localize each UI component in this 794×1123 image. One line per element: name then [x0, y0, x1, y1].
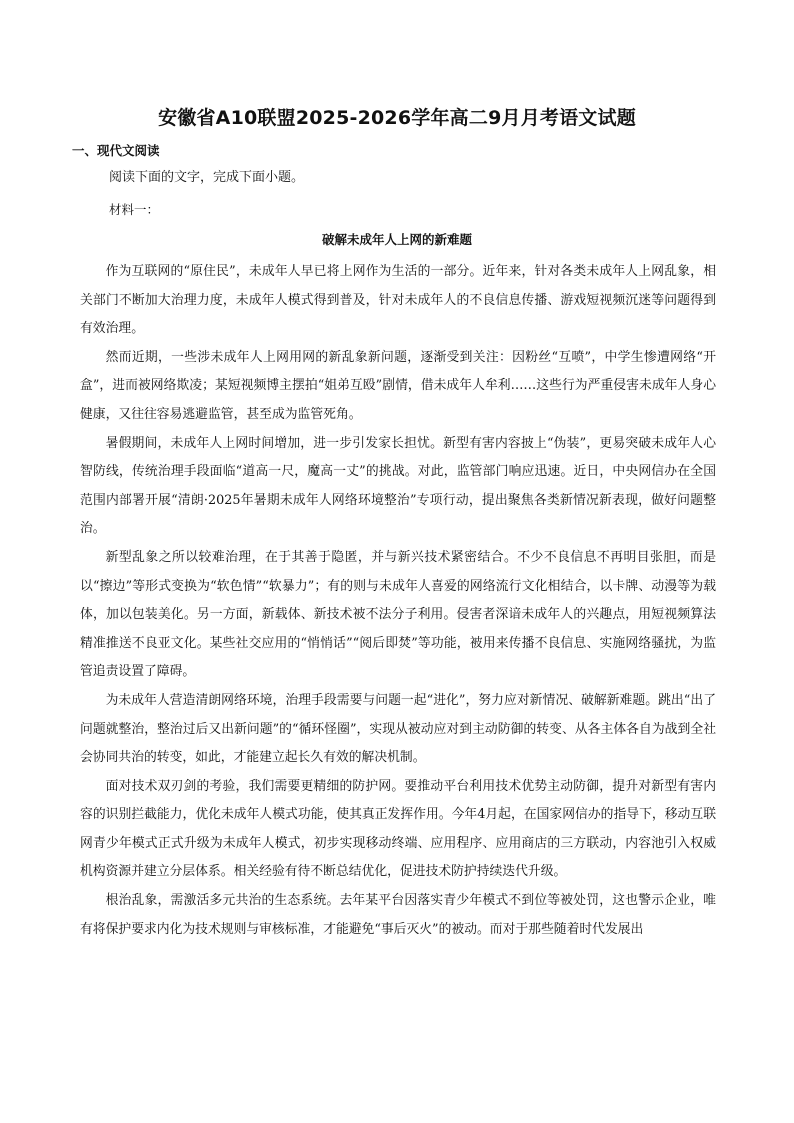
paragraph: 作为互联网的“原住民”，未成年人早已将上网作为生活的一部分。近年来，针对各类未成年人上网乱象，相关部门不断加大治理力度，未成年人模式得到普及，针对未成年人的不良信息传播、游戏短视频沉迷等问题得到有效治理。 — [80, 264, 716, 337]
article-body — [80, 258, 716, 944]
paragraph: 为未成年人营造清朗网络环境，治理手段需要与问题一起“进化”，努力应对新情况、破解新难题。跳出“出了问题就整治，整治过后又出新问题”的“循环怪圈”，实现从被动应对到主动防御的转变、从各主体各自为战到全社会协同共治的转变，如此，才能建立起长久有效的解决机制。 — [80, 692, 716, 766]
paragraph: 暑假期间，未成年人上网时间增加，进一步引发家长担忧。新型有害内容披上“伪装”，更易突破未成年人心智防线，传统治理手段面临“道高一尺，魔高一丈”的挑战。对此，监管部门响应迅速。近日，中央网信办在全国范围内部署开展“清朗·2025年暑期未成年人网络环境整治”专项行动，提出聚焦各类新情况新表现，做好问题整治。 — [80, 435, 716, 537]
document-title: 安徽省A10联盟2025-2026学年高二9月月考语文试题 — [158, 107, 636, 129]
material-label: 材料一： — [109, 202, 160, 217]
article-title: 破解未成年人上网的新难题 — [321, 232, 472, 247]
paragraph: 面对技术双刃剑的考验，我们需要更精细的防护网。要推动平台利用技术优势主动防御，提升对新型有害内容的识别拦截能力，优化未成年人模式功能，使其真正发挥作用。今年4月起，在国家网信办的指导下，移动互联网青少年模式正式升级为未成年人模式，初步实现移动终端、应用程序、应用商店的三方联动，内容池引入权威机构资源并建立分层体系。相关经验有待不断总结优化，促进技术防护持续迭代升级。 — [80, 778, 716, 880]
paragraph: 然而近期，一些涉未成年人上网用网的新乱象新问题，逐渐受到关注：因粉丝“互喷”，中学生惨遭网络“开盒”，进而被网络欺凌；某短视频博主摆拍“姐弟互殴”剧情，借未成年人牟利……这些行为严重侵害未成年人身心健康，又往往容易逃避监管，甚至成为监管死角。 — [80, 349, 716, 422]
reading-instruction: 阅读下面的文字，完成下面小题。 — [109, 170, 305, 185]
section-heading: 一、现代文阅读 — [72, 143, 160, 158]
paragraph: 根治乱象，需激活多元共治的生态系统。去年某平台因落实青少年模式不到位等被处罚，这也警示企业，唯有将保护要求内化为技术规则与审核标准，才能避免“事后灭火”的被动。而对于那些随着时代发展出 — [80, 893, 716, 937]
paragraph: 新型乱象之所以较难治理，在于其善于隐匿，并与新兴技术紧密结合。不少不良信息不再明目张胆，而是以“擦边”等形式变换为“软色情”“软暴力”；有的则与未成年人喜爱的网络流行文化相结合，以卡牌、动漫等为载体，加以包装美化。另一方面，新载体、新技术被不法分子利用。侵害者深谙未成年人的兴趣点，用短视频算法精准推送不良亚文化。某些社交应用的“悄悄话”“阅后即焚”等功能，被用来传播不良信息、实施网络骚扰，为监管追责设置了障碍。 — [80, 549, 716, 680]
